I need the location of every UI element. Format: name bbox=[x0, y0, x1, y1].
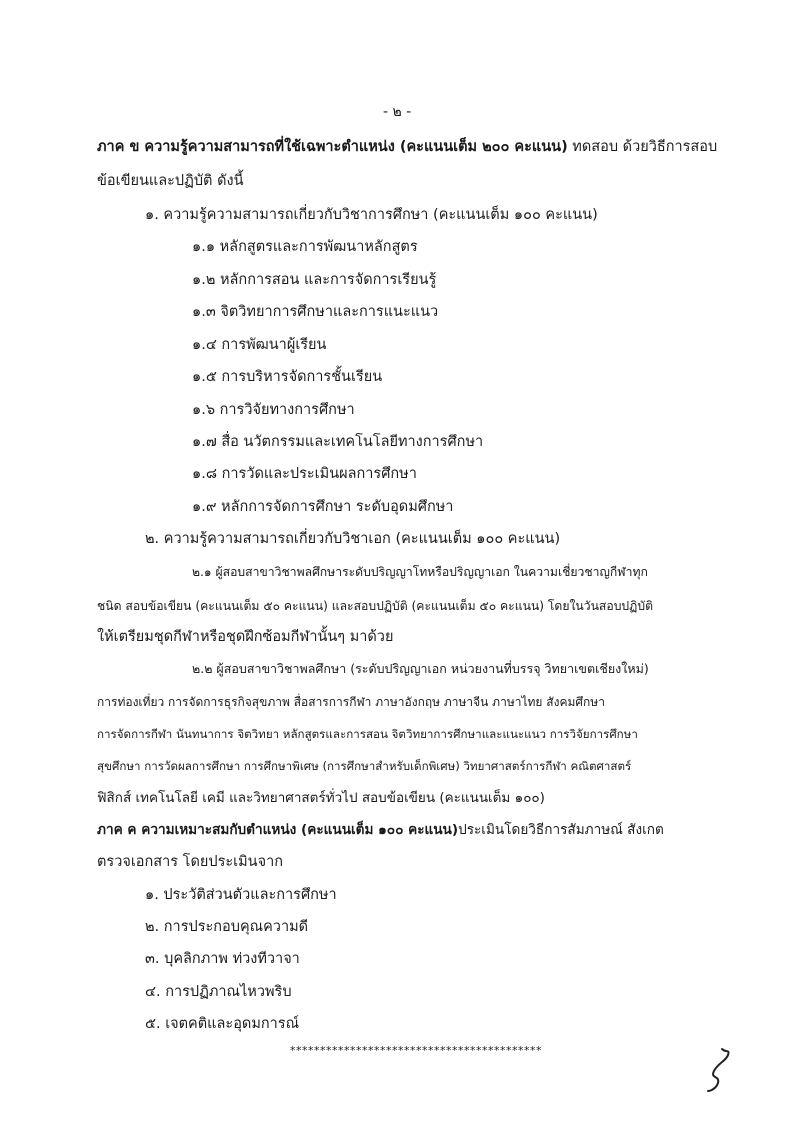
section-c-item: ๑. ประวัติส่วนตัวและการศึกษา bbox=[145, 887, 337, 903]
item1-subitem: ๑.๖ การวิจัยทางการศึกษา bbox=[192, 402, 355, 418]
section-c-item: ๒. การประกอบคุณความดี bbox=[145, 919, 309, 935]
footer-divider: ****************************************** bbox=[290, 1044, 542, 1057]
page-number: - ๒ - bbox=[383, 104, 412, 120]
item2-sub2-line: สุขศึกษา การวัดผลการศึกษา การศึกษาพิเศษ (การศึกษาสำหรับเด็กพิเศษ) วิทยาศาสตร์การกีฬา คณิตศาสตร์ bbox=[97, 759, 632, 773]
item2-title: ๒. ความรู้ความสามารถเกี่ยวกับวิชาเอก (คะแนนเต็ม ๑๐๐ คะแนน) bbox=[145, 531, 561, 547]
section-c-item: ๕. เจตคติและอุดมการณ์ bbox=[145, 1016, 300, 1032]
item2-sub2-line: การจัดการกีฬา นันทนาการ จิตวิทยา หลักสูตรและการสอน จิตวิทยาการศึกษาและแนะแนว การวิจัยการศึกษา bbox=[97, 727, 638, 741]
section-b-heading-line bbox=[97, 137, 717, 157]
section-c-item: ๓. บุคลิกภาพ ท่วงทีวาจา bbox=[145, 951, 300, 967]
section-b-heading-rest: ทดสอบ ด้วยวิธีการสอบ bbox=[567, 139, 718, 155]
item1-subitem: ๑.๕ การบริหารจัดการชั้นเรียน bbox=[192, 369, 383, 385]
item2-sub2-line: ฟิสิกส์ เทคโนโลยี เคมี และวิทยาศาสตร์ทั่วไป สอบข้อเขียน (คะแนนเต็ม ๑๐๐) bbox=[97, 790, 545, 806]
item1-subitem: ๑.๗ สื่อ นวัตกรรมและเทคโนโลยีทางการศึกษา bbox=[192, 434, 484, 450]
item2-sub2-line: ๒.๒ ผู้สอบสาขาวิชาพลศึกษา (ระดับปริญญาเอก หน่วยงานที่บรรจุ วิทยาเขตเชียงใหม่) bbox=[192, 661, 649, 676]
section-c-heading: ภาค ค ความเหมาะสมกับตำแหน่ง (คะแนนเต็ม ๑๐๐ คะแนน) bbox=[97, 822, 459, 838]
item2-sub1-line: ๒.๑ ผู้สอบสาขาวิชาพลศึกษาระดับปริญญาโทหรือปริญญาเอก ในความเชี่ยวชาญกีฬาทุก bbox=[192, 565, 648, 579]
item1-subitem: ๑.๓ จิตวิทยาการศึกษาและการแนะแนว bbox=[192, 304, 439, 320]
item2-sub1-line: ชนิด สอบข้อเขียน (คะแนนเต็ม ๕๐ คะแนน) และสอบปฏิบัติ (คะแนนเต็ม ๕๐ คะแนน) โดยในวันสอบปฏิบัติ bbox=[97, 599, 653, 613]
section-c-line2: ตรวจเอกสาร โดยประเมินจาก bbox=[97, 854, 284, 870]
section-b-heading: ภาค ข ความรู้ความสามารถที่ใช้เฉพาะตำแหน่ง (คะแนนเต็ม ๒๐๐ คะแนน) bbox=[97, 139, 568, 155]
section-c-heading-line bbox=[97, 820, 664, 840]
item1-title: ๑. ความรู้ความสามารถเกี่ยวกับวิชาการศึกษา (คะแนนเต็ม ๑๐๐ คะแนน) bbox=[145, 207, 598, 223]
item1-subitem: ๑.๙ หลักการจัดการศึกษา ระดับอุดมศึกษา bbox=[192, 499, 454, 515]
signature-mark bbox=[700, 1045, 740, 1095]
item1-subitem: ๑.๘ การวัดและประเมินผลการศึกษา bbox=[192, 466, 417, 482]
item2-sub1-line: ให้เตรียมชุดกีฬาหรือชุดฝึกซ้อมกีฬานั้นๆ มาด้วย bbox=[97, 629, 394, 645]
section-b-line2: ข้อเขียนและปฏิบัติ ดังนี้ bbox=[97, 173, 244, 189]
item1-subitem: ๑.๒ หลักการสอน และการจัดการเรียนรู้ bbox=[192, 272, 437, 288]
item2-sub2-line: การท่องเที่ยว การจัดการธุรกิจสุขภาพ สื่อสารการกีฬา ภาษาอังกฤษ ภาษาจีน ภาษาไทย สังคมศึกษา bbox=[97, 695, 605, 709]
item1-subitem: ๑.๑ หลักสูตรและการพัฒนาหลักสูตร bbox=[192, 239, 418, 255]
section-c-item: ๔. การปฏิภาณไหวพริบ bbox=[145, 984, 292, 1000]
item1-subitem: ๑.๔ การพัฒนาผู้เรียน bbox=[192, 337, 327, 353]
section-c-heading-rest: ประเมินโดยวิธีการสัมภาษณ์ สังเกต bbox=[458, 822, 664, 838]
